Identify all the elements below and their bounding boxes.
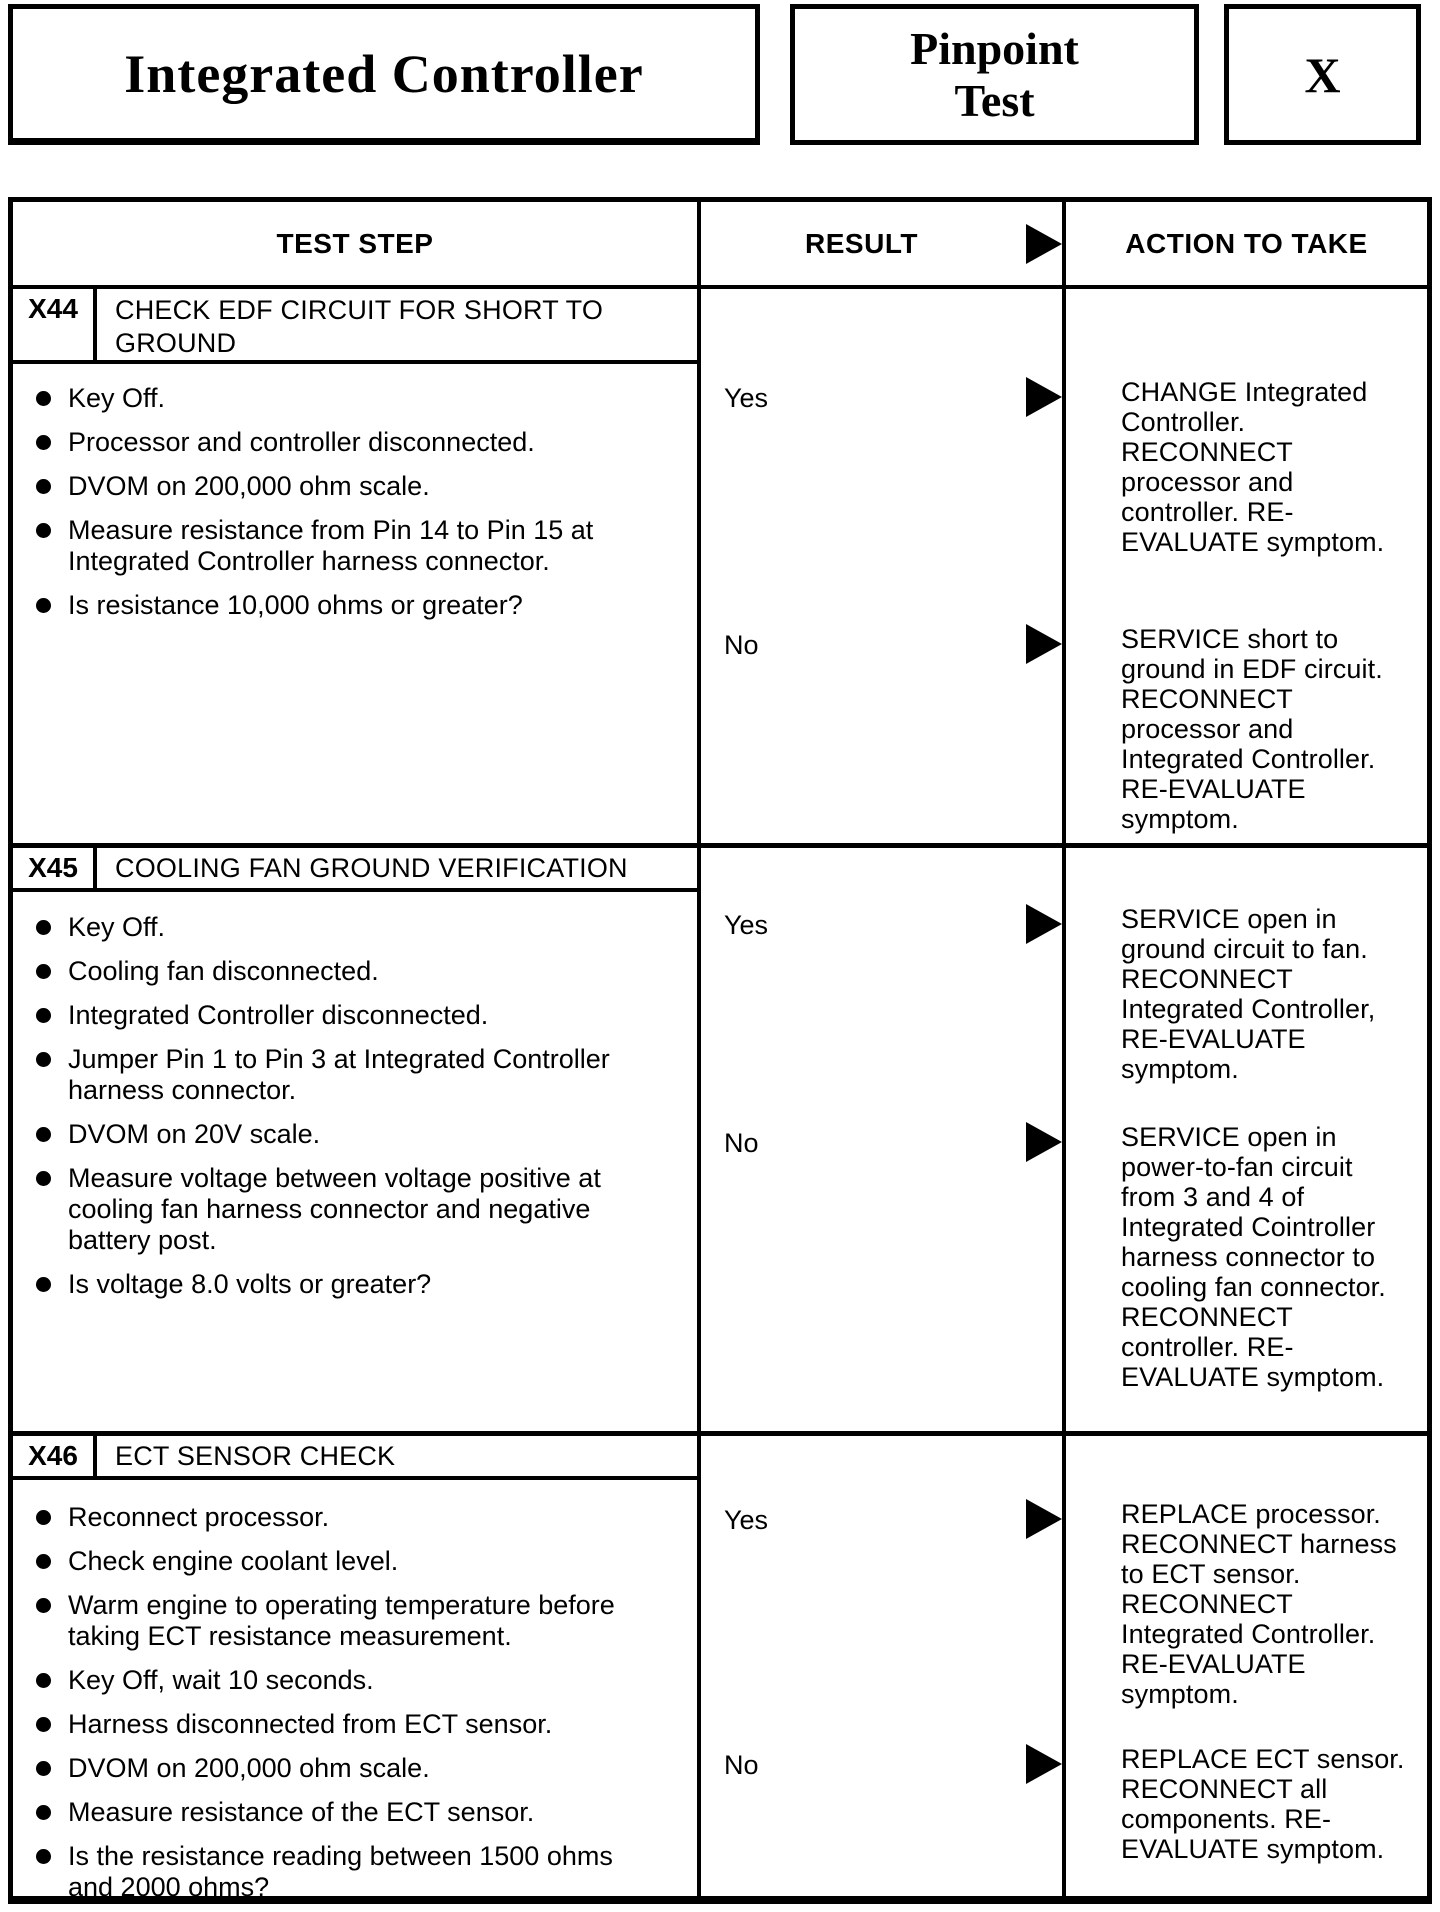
result-arrow-icon bbox=[1026, 377, 1062, 417]
step-text: Is resistance 10,000 ohms or greater? bbox=[68, 590, 523, 620]
diagnostic-table bbox=[8, 197, 1432, 1904]
component-title-box bbox=[8, 4, 760, 145]
result-no-label: No bbox=[724, 630, 759, 660]
step-text: DVOM on 200,000 ohm scale. bbox=[68, 471, 430, 501]
step-number: X44 bbox=[13, 289, 97, 360]
bullet-icon bbox=[36, 920, 51, 935]
column-header-result: RESULT bbox=[805, 227, 918, 259]
bullet-icon bbox=[36, 1554, 51, 1569]
step-header-x44 bbox=[13, 289, 697, 364]
bullet-icon bbox=[36, 1510, 51, 1525]
step-text: Warm engine to operating temperature before taking ECT resistance measurement. bbox=[68, 1590, 615, 1651]
bullet-icon bbox=[36, 1052, 51, 1067]
test-code-box bbox=[1224, 4, 1421, 145]
list-item bbox=[36, 427, 684, 458]
result-arrow-icon bbox=[1026, 904, 1062, 944]
action-text: SERVICE short to ground in EDF circuit. RECONNECT processor and Integrated Controller. RE-EVALUATE symptom. bbox=[1121, 624, 1383, 834]
action-text: CHANGE Integrated Controller. RECONNECT processor and controller. RE-EVALUATE symptom. bbox=[1121, 377, 1385, 557]
step-text: Is voltage 8.0 volts or greater? bbox=[68, 1269, 432, 1299]
action-text: SERVICE open in power-to-fan circuit from 3 and 4 of Integrated Cointroller harness connector to cooling fan connector. RECONNECT controller. RE-EVALUATE symptom. bbox=[1121, 1122, 1386, 1392]
bullet-icon bbox=[36, 1805, 51, 1820]
list-item bbox=[36, 912, 684, 943]
step-text: DVOM on 200,000 ohm scale. bbox=[68, 1753, 430, 1783]
bullet-icon bbox=[36, 435, 51, 450]
list-item bbox=[36, 1546, 684, 1577]
step-title: ECT SENSOR CHECK bbox=[115, 1440, 396, 1471]
bullet-icon bbox=[36, 1277, 51, 1292]
step-text: Key Off. bbox=[68, 383, 166, 413]
bullet-icon bbox=[36, 1717, 51, 1732]
result-yes-label: Yes bbox=[724, 910, 769, 940]
result-arrow-icon bbox=[1026, 1499, 1062, 1539]
result-arrow-icon bbox=[1026, 1122, 1062, 1162]
result-arrow-icon bbox=[1026, 624, 1062, 664]
action-text: REPLACE ECT sensor. RECONNECT all components. RE-EVALUATE symptom. bbox=[1121, 1744, 1405, 1864]
list-item bbox=[36, 1502, 684, 1533]
column-header-test-step: TEST STEP bbox=[276, 227, 434, 259]
list-item bbox=[36, 1590, 684, 1652]
step-list-x46 bbox=[36, 1502, 684, 1903]
list-item bbox=[36, 1119, 684, 1150]
list-item bbox=[36, 1000, 684, 1031]
step-text: Check engine coolant level. bbox=[68, 1546, 399, 1576]
bullet-icon bbox=[36, 1127, 51, 1142]
step-list-x44 bbox=[36, 383, 684, 621]
action-text: SERVICE open in ground circuit to fan. RECONNECT Integrated Controller, RE-EVALUATE symptom. bbox=[1121, 904, 1376, 1084]
result-no-label: No bbox=[724, 1750, 759, 1780]
column-divider-1 bbox=[697, 202, 701, 1896]
list-item bbox=[36, 590, 684, 621]
step-text: Measure voltage between voltage positive at cooling fan harness connector and negative battery post. bbox=[68, 1163, 601, 1255]
bullet-icon bbox=[36, 598, 51, 613]
pinpoint-test-label-line2: Test bbox=[954, 74, 1035, 126]
step-text: Is the resistance reading between 1500 ohms and 2000 ohms? bbox=[68, 1841, 613, 1902]
result-arrow-icon bbox=[1026, 1744, 1062, 1784]
list-item bbox=[36, 1709, 684, 1740]
list-item bbox=[36, 1753, 684, 1784]
step-number: X46 bbox=[13, 1436, 97, 1476]
list-item bbox=[36, 956, 684, 987]
bullet-icon bbox=[36, 1849, 51, 1864]
pinpoint-test-label-line1: Pinpoint bbox=[910, 22, 1079, 74]
list-item bbox=[36, 1841, 684, 1903]
bullet-icon bbox=[36, 964, 51, 979]
list-item bbox=[36, 1797, 684, 1828]
step-text: Reconnect processor. bbox=[68, 1502, 330, 1532]
step-header-x45 bbox=[13, 848, 697, 892]
result-yes-label: Yes bbox=[724, 1505, 769, 1535]
action-text: REPLACE processor. RECONNECT harness to ECT sensor. RECONNECT Integrated Controller. RE-EVALUATE symptom. bbox=[1121, 1499, 1397, 1709]
test-code: X bbox=[1304, 46, 1341, 103]
bullet-icon bbox=[36, 1008, 51, 1023]
list-item bbox=[36, 1163, 684, 1256]
step-title: COOLING FAN GROUND VERIFICATION bbox=[115, 852, 628, 883]
list-item bbox=[36, 1269, 684, 1300]
result-no-label: No bbox=[724, 1128, 759, 1158]
step-text: Processor and controller disconnected. bbox=[68, 427, 535, 457]
pinpoint-test-box bbox=[790, 4, 1199, 145]
list-item bbox=[36, 515, 684, 577]
step-list-x45 bbox=[36, 912, 684, 1300]
step-number: X45 bbox=[13, 848, 97, 888]
step-text: Jumper Pin 1 to Pin 3 at Integrated Controller harness connector. bbox=[68, 1044, 610, 1105]
bullet-icon bbox=[36, 523, 51, 538]
list-item bbox=[36, 1044, 684, 1106]
step-text: Key Off. bbox=[68, 912, 166, 942]
step-text: Measure resistance of the ECT sensor. bbox=[68, 1797, 535, 1827]
bullet-icon bbox=[36, 1761, 51, 1776]
step-text: Cooling fan disconnected. bbox=[68, 956, 379, 986]
column-divider-2 bbox=[1062, 202, 1066, 1896]
list-item bbox=[36, 471, 684, 502]
step-header-x46 bbox=[13, 1436, 697, 1480]
step-text: Measure resistance from Pin 14 to Pin 15 at Integrated Controller harness connector. bbox=[68, 515, 594, 576]
step-text: Integrated Controller disconnected. bbox=[68, 1000, 489, 1030]
list-item bbox=[36, 383, 684, 414]
bullet-icon bbox=[36, 1673, 51, 1688]
bullet-icon bbox=[36, 1171, 51, 1186]
step-text: DVOM on 20V scale. bbox=[68, 1119, 321, 1149]
component-title: Integrated Controller bbox=[124, 43, 644, 104]
bullet-icon bbox=[36, 391, 51, 406]
step-text: Key Off, wait 10 seconds. bbox=[68, 1665, 374, 1695]
result-yes-label: Yes bbox=[724, 383, 769, 413]
step-title: CHECK EDF CIRCUIT FOR SHORT TO GROUND bbox=[115, 295, 604, 358]
bullet-icon bbox=[36, 479, 51, 494]
list-item bbox=[36, 1665, 684, 1696]
bullet-icon bbox=[36, 1598, 51, 1613]
result-arrow-icon bbox=[1026, 224, 1062, 264]
step-text: Harness disconnected from ECT sensor. bbox=[68, 1709, 553, 1739]
column-header-action: ACTION TO TAKE bbox=[1125, 227, 1368, 259]
